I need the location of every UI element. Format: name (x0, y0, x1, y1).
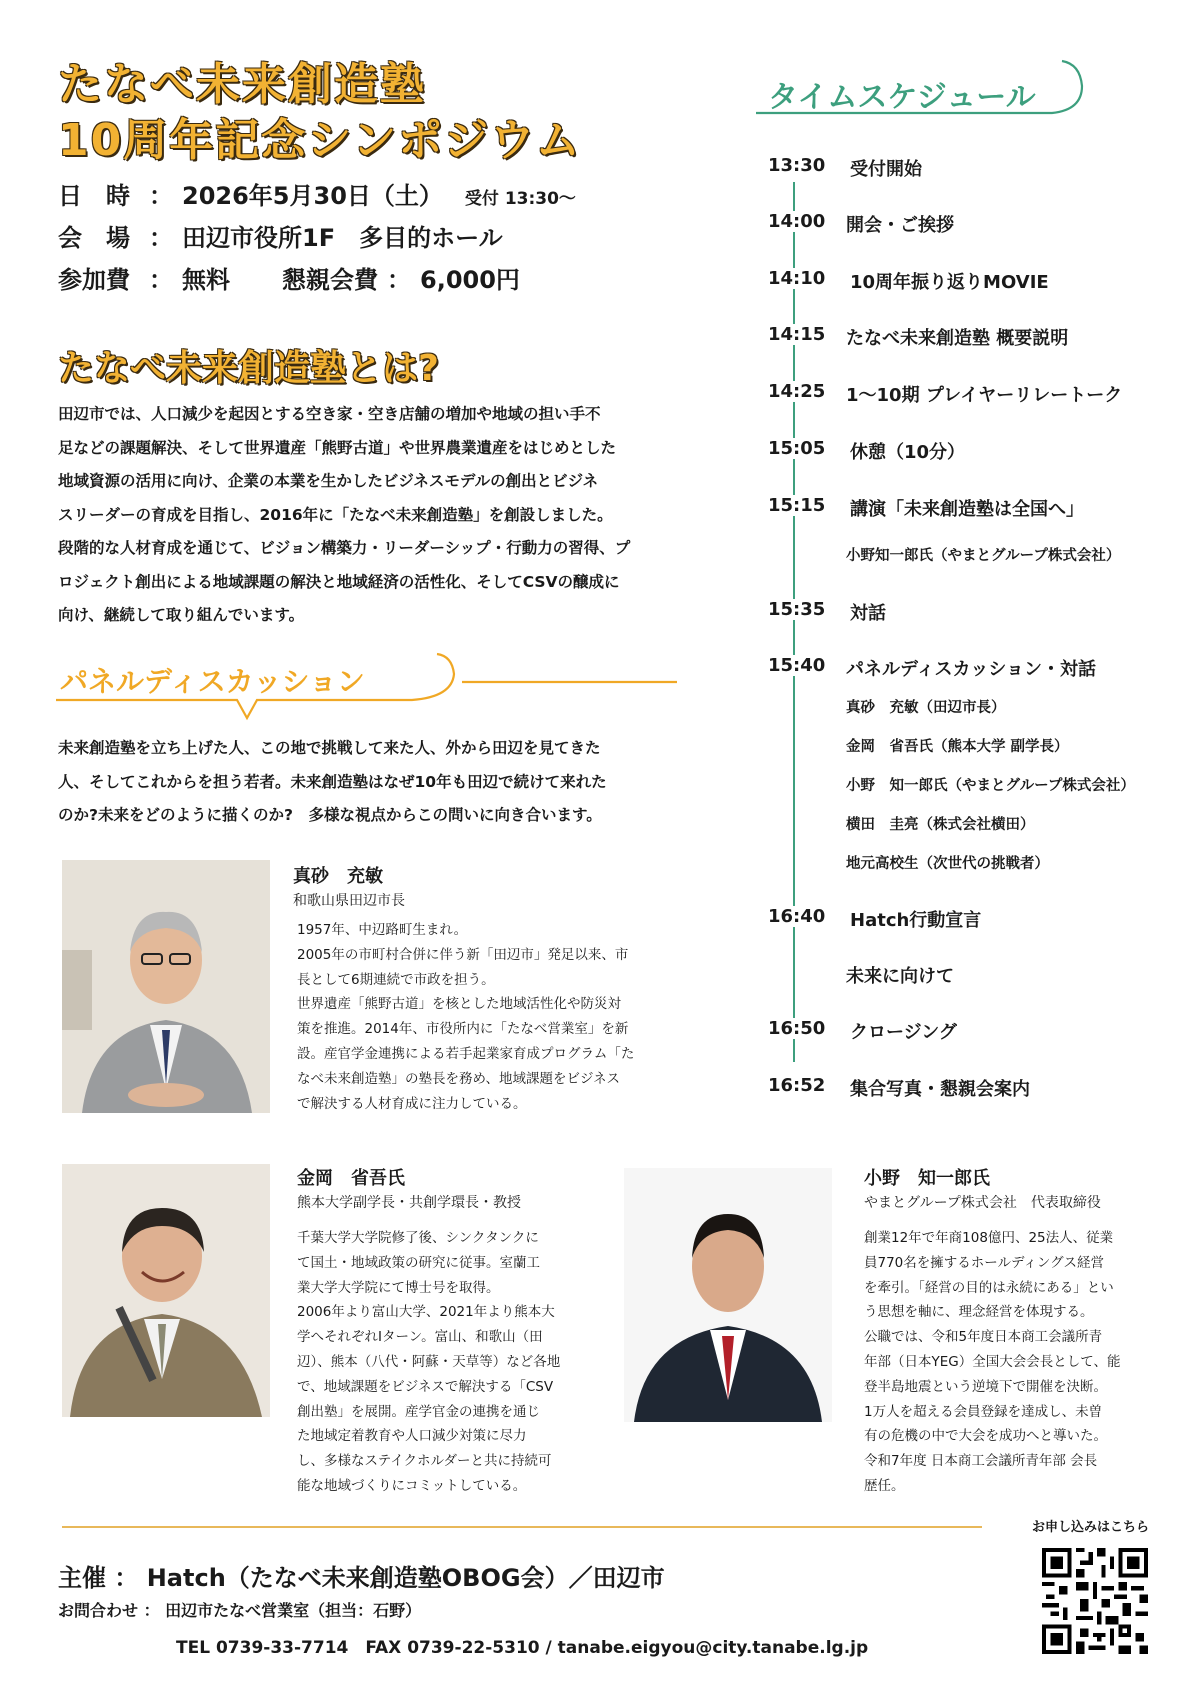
schedule-item: 1〜10期 プレイヤーリレートーク (846, 385, 1123, 406)
contact-info: TEL 0739-33-7714 FAX 0739-22-5310 / tanabe.eigyou@city.tanabe.lg.jp (176, 1638, 869, 1658)
bio-line: 学へそれぞれIターン。富山、和歌山（田 (297, 1329, 543, 1346)
venue-row (58, 218, 503, 253)
schedule-time: 14:00 (768, 211, 826, 232)
inquiry: お問合わせ ： 田辺市たなべ営業室（担当：石野） (58, 1601, 422, 1620)
bio-line: 業大学大学院にて博士号を取得。 (297, 1279, 500, 1296)
qr-code-icon[interactable] (1042, 1548, 1148, 1654)
about-line: 段階的な人材育成を通じて、ビジョン構築力・リーダーシップ・行動力の習得、プ (58, 539, 631, 557)
bio-line: 公職では、令和5年度日本商工会議所青 (864, 1329, 1103, 1346)
about-line: 向け、継続して取り組んでいます。 (58, 606, 305, 624)
party-fee-value: 6,000円 (420, 266, 520, 294)
about-line: ロジェクト創出による地域課題の解決と地域経済の活性化、そしてCSVの醸成に (58, 572, 620, 591)
panel-intro (58, 732, 607, 833)
schedule-item: Hatch行動宣言 (850, 910, 982, 931)
schedule-timeline (793, 182, 795, 1062)
schedule-item: 受付開始 (850, 159, 922, 180)
schedule-item: 対話 (850, 603, 886, 624)
bio-line: 世界遺産「熊野古道」を核とした地域活性化や防災対 (297, 996, 621, 1013)
schedule-time: 13:30 (768, 155, 826, 176)
schedule-time: 14:25 (768, 381, 826, 402)
bio-line: を牽引。「経営の目的は永続にある」とい (864, 1279, 1114, 1296)
schedule-item: 講演「未来創造塾は全国へ」 (850, 499, 1084, 520)
panelist-photo-masago (62, 860, 270, 1113)
schedule-sub-item: 真砂 充敏（田辺市長） (846, 700, 1006, 716)
panelist-photo-kaneoka (62, 1164, 270, 1417)
panel-intro-line: 人、そしてこれからを担う若者。未来創造塾はなぜ10年も田辺で続けて来れた (58, 772, 607, 791)
bio-line: 年部（日本YEG）全国大会会長として、能 (864, 1353, 1121, 1370)
about-text (58, 398, 630, 633)
bio-line: た地域定着教育や人口減少対策に尽力 (297, 1428, 527, 1445)
bio-line: なべ未来創造塾」の塾長を務め、地域課題をビジネス (297, 1070, 621, 1087)
fee-row (58, 260, 520, 295)
bio-line: 長として6期連続で市政を担う。 (297, 971, 495, 988)
schedule-time: 15:35 (768, 599, 826, 620)
fee-value: 無料 (182, 266, 230, 294)
bio-line: て国土・地域政策の研究に従事。室蘭工 (297, 1254, 540, 1271)
bio-line: 有の危機の中で大会を成功へと導いた。 (864, 1428, 1107, 1445)
panel-intro-line: のか?未来をどのように描くのか? 多様な視点からこの問いに向き合います。 (58, 806, 602, 824)
schedule-sub-item: 小野知一郎氏（やまとグループ株式会社） (846, 548, 1121, 564)
panelist-name-kaneoka: 金岡 省吾氏 (297, 1168, 405, 1189)
party-fee-separator: ： (387, 266, 411, 294)
about-heading: たなべ未来創造塾とは? (58, 348, 439, 389)
bio-line: し、多様なステイクホルダーと共に持続可 (297, 1453, 552, 1470)
schedule-time: 16:40 (768, 906, 826, 927)
panelist-name-ono: 小野 知一郎氏 (864, 1168, 990, 1189)
venue-label: 会 場 (58, 224, 130, 252)
panelist-title-masago: 和歌山県田辺市長 (293, 893, 405, 909)
fee-separator: ： (149, 266, 173, 294)
schedule-sub-item: 金岡 省吾氏（熊本大学 副学長） (846, 739, 1069, 755)
about-line: スリーダーの育成を目指し、2016年に「たなべ未来創造塾」を創設しました。 (58, 505, 613, 524)
schedule-item: 開会・ご挨拶 (846, 215, 954, 236)
bio-line: 設。産官学金連携による若手起業家育成プログラム「た (297, 1045, 635, 1062)
schedule-item: 10周年振り返りMOVIE (850, 272, 1049, 293)
panelist-title-kaneoka: 熊本大学副学長・共創学環長・教授 (297, 1195, 521, 1211)
date-row (58, 176, 576, 211)
fee-label: 参加費 (58, 266, 130, 294)
reception-time: 受付 13:30〜 (464, 189, 576, 209)
organizer: 主催 ： Hatch（たなべ未来創造塾OBOG会）／田辺市 (58, 1564, 665, 1592)
schedule-item: 未来に向けて (846, 966, 954, 987)
schedule-item: 休憩（10分） (850, 442, 966, 463)
schedule-heading: タイムスケジュール (768, 80, 1036, 115)
panelist-title-ono: やまとグループ株式会社 代表取締役 (864, 1195, 1101, 1211)
panelist-name-masago: 真砂 充敏 (293, 866, 383, 887)
bio-line: で解決する人材育成に注力している。 (297, 1095, 527, 1112)
event-title-line2: 10周年記念シンポジウム (58, 115, 582, 166)
date-separator: ： (149, 182, 173, 210)
bio-line: 2005年の市町村合併に伴う新「田辺市」発足以来、市 (297, 946, 629, 963)
schedule-time: 14:15 (768, 324, 826, 345)
panelist-bio-ono (864, 1226, 1120, 1499)
bio-line: 1957年、中辺路町生まれ。 (297, 922, 468, 938)
date-value: 2026年5月30日（土） (182, 182, 443, 210)
about-line: 地域資源の活用に向け、企業の本業を生かしたビジネスモデルの創出とビジネ (58, 472, 599, 490)
schedule-item: パネルディスカッション・対話 (846, 659, 1097, 680)
schedule-time: 16:50 (768, 1018, 826, 1039)
panelist-bio-kaneoka (297, 1226, 560, 1499)
schedule-time: 15:40 (768, 655, 826, 676)
schedule-time: 16:52 (768, 1075, 826, 1096)
schedule-sub-item: 小野 知一郎氏（やまとグループ株式会社） (846, 778, 1135, 794)
bio-line: 辺）、熊本（八代・阿蘇・天草等）など各地 (297, 1353, 561, 1370)
schedule-time: 15:05 (768, 438, 826, 459)
panel-heading: パネルディスカッション (60, 665, 365, 698)
bio-line: 策を推進。2014年、市役所内に「たなべ営業室」を新 (297, 1021, 629, 1038)
schedule-time: 14:10 (768, 268, 826, 289)
bio-line: 登半島地震という逆境下で開催を決断。 (864, 1378, 1107, 1395)
schedule-item: たなべ未来創造塾 概要説明 (846, 328, 1069, 349)
schedule-sub-item: 地元高校生（次世代の挑戦者） (846, 856, 1049, 872)
panelist-bio-masago (297, 918, 634, 1116)
panelist-photo-ono (624, 1168, 832, 1422)
bio-line: 創業12年で年商108億円、25法人、従業 (864, 1230, 1114, 1246)
qr-label: お申し込みはこちら (1032, 1520, 1150, 1535)
schedule-item: 集合写真・懇親会案内 (850, 1079, 1030, 1100)
bio-line: 能な地域づくりにコミットしている。 (297, 1477, 527, 1494)
bio-line: 創出塾」を展開。産学官金の連携を通じ (297, 1403, 540, 1420)
about-line: 足などの課題解決、そして世界遺産「熊野古道」や世界農業遺産をはじめとした (58, 438, 617, 457)
bio-line: 歴任。 (864, 1477, 905, 1494)
bio-line: 員770名を擁するホールディングス経営 (864, 1254, 1105, 1271)
bio-line: で、地域課題をビジネスで解決する「CSV (297, 1378, 554, 1395)
schedule-time: 15:15 (768, 495, 826, 516)
venue-value: 田辺市役所1F 多目的ホール (182, 224, 503, 252)
bio-line: 千葉大学大学院修了後、シンクタンクに (297, 1230, 539, 1246)
bio-line: 1万人を超える会員登録を達成し、未曽 (864, 1403, 1103, 1420)
bio-line: 2006年より富山大学、2021年より熊本大 (297, 1304, 555, 1321)
bio-line: 令和7年度 日本商工会議所青年部 会長 (864, 1453, 1098, 1470)
venue-separator: ： (149, 224, 173, 252)
event-title-line1: たなべ未来創造塾 (58, 59, 426, 110)
schedule-sub-item: 横田 圭亮（株式会社横田） (846, 817, 1035, 833)
date-label: 日 時 (58, 182, 130, 210)
party-fee-label: 懇親会費 (282, 266, 378, 294)
footer-divider (62, 1526, 982, 1528)
about-line: 田辺市では、人口減少を起因とする空き家・空き店舗の増加や地域の担い手不 (58, 405, 601, 423)
schedule-item: クロージング (850, 1022, 957, 1043)
bio-line: う思想を軸に、理念経営を体現する。 (864, 1304, 1094, 1321)
panel-intro-line: 未来創造塾を立ち上げた人、この地で挑戦して来た人、外から田辺を見てきた (58, 739, 601, 757)
